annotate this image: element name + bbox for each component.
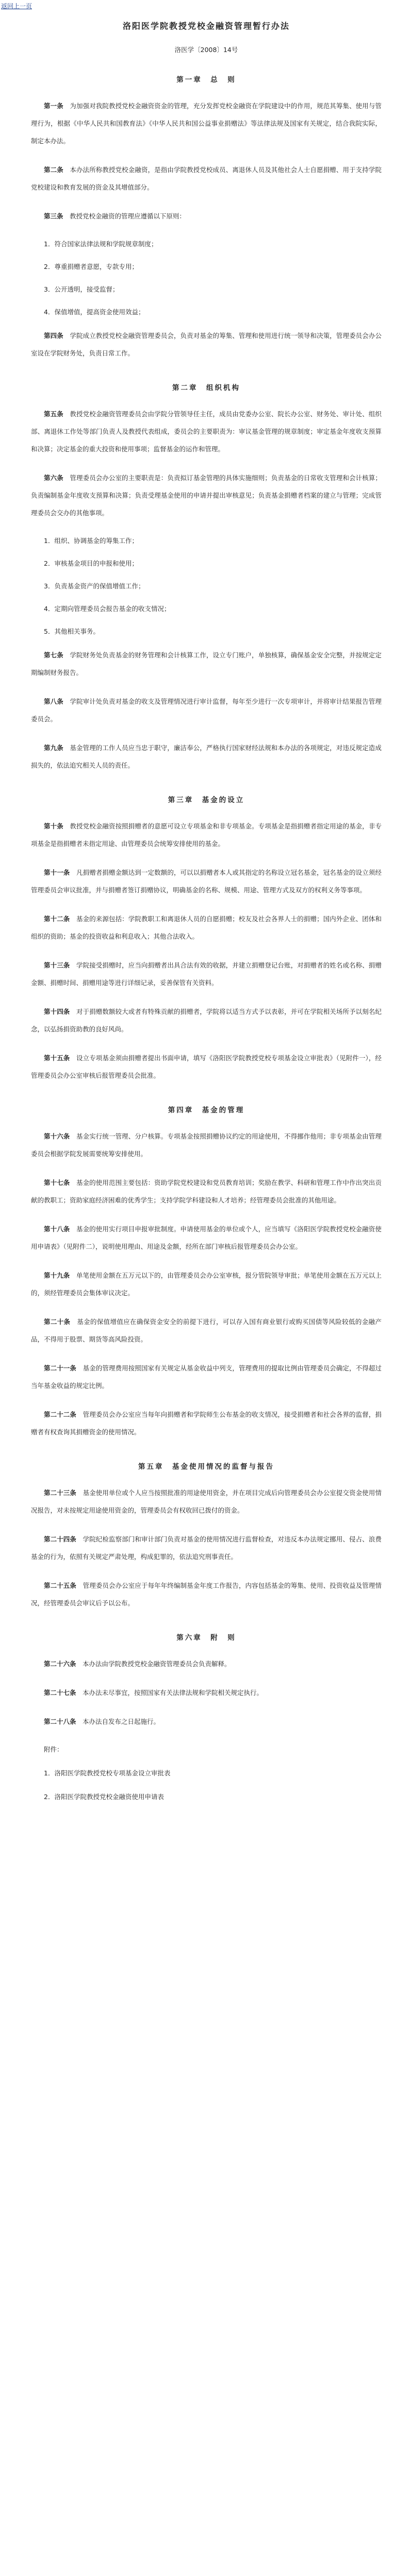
article-paragraph	[31, 647, 382, 682]
article-number: 第十一条	[44, 869, 70, 876]
article-text: 基金的使用实行项目申报审批制度。申请使用基金的单位或个人，应当填写《洛阳医学院教授党校金融资使用申请表》（见附件二），说明使用理由、用途及金额，经所在部门审核后报管理委员会办公室。	[31, 1225, 382, 1250]
article-text: 教授党校金融资的管理应遵循以下原则：	[70, 212, 186, 220]
article-paragraph	[31, 739, 382, 774]
article-paragraph	[31, 957, 382, 992]
chapter-heading: 第二章 组织机构	[172, 384, 240, 392]
top-bar	[0, 0, 412, 10]
article-text: 基金的保值增值应在确保资金安全的前提下进行，可以存入国有商业银行或购买国债等风险较低的金融产品，不得用于股票、期货等高风险投资。	[31, 1318, 382, 1343]
list-item: 2．审核基金项目的申报和使用；	[44, 560, 138, 567]
article-number: 第二十四条	[44, 1535, 76, 1543]
list-item: 3．负责基金资产的保值增值工作；	[44, 582, 145, 590]
article-number: 第五条	[44, 410, 63, 418]
article-number: 第三条	[44, 212, 63, 220]
article-paragraph	[31, 1484, 382, 1519]
article-text: 凡捐赠者捐赠金额达到一定数额的，可以以捐赠者本人或其指定的名称设立冠名基金，冠名基金的设立须经管理委员会审议批准，并与捐赠者签订捐赠协议，明确基金的名称、规模、用途、管理方式及双方的权利义务等事项。	[31, 869, 382, 894]
article-text: 学院审计处负责对基金的收支及管理情况进行审计监督，每年至少进行一次专项审计，并将审计结果报告管理委员会。	[31, 698, 382, 723]
article-number: 第十二条	[44, 915, 70, 923]
article-paragraph	[31, 1531, 382, 1566]
document-title: 洛阳医学院教授党校金融资管理暂行办法	[122, 21, 290, 31]
article-paragraph	[31, 1406, 382, 1441]
article-paragraph	[31, 469, 382, 522]
attachment-list	[31, 1742, 382, 1805]
article-text: 管理委员会办公室应当每年向捐赠者和学院师生公布基金的收支情况，接受捐赠者和社会各界的监督，捐赠者有权查询其捐赠资金的使用情况。	[31, 1411, 382, 1436]
article-text: 学院纪检监察部门和审计部门负责对基金的使用情况进行监督检查，对违反本办法规定挪用、侵占、浪费基金的行为，依照有关规定严肃处理，构成犯罪的，依法追究刑事责任。	[31, 1535, 382, 1561]
article-text: 学院接受捐赠时，应当向捐赠者出具合法有效的收据，并建立捐赠登记台账，对捐赠者的姓名或名称、捐赠金额、捐赠时间、捐赠用途等进行详细记录，妥善保管有关资料。	[31, 961, 382, 987]
article-number: 第十五条	[44, 1054, 70, 1062]
article-text: 教授党校金融资按照捐赠者的意愿可设立专项基金和非专项基金。专项基金是指捐赠者指定用途的基金，非专项基金是指捐赠者未指定用途、由管理委员会统筹安排使用的基金。	[31, 822, 382, 848]
article-number: 第十三条	[44, 961, 70, 969]
article-text: 基金管理的工作人员应当忠于职守，廉洁奉公，严格执行国家财经法规和本办法的各项规定，对违反规定造成损失的，依法追究相关人员的责任。	[31, 744, 382, 769]
article-text: 学院财务处负责基金的财务管理和会计核算工作，设立专门账户，单独核算，确保基金安全完整，并按规定定期编制财务报告。	[31, 651, 382, 676]
article-paragraph	[31, 1049, 382, 1084]
chapter-heading: 第四章 基金的管理	[168, 1106, 245, 1114]
article-paragraph	[31, 1360, 382, 1395]
article-paragraph	[31, 910, 382, 945]
article-text: 基金的来源包括：学院教职工和离退休人员的自愿捐赠；校友及社会各界人士的捐赠；国内外企业、团体和组织的资助；基金的投资收益和利息收入；其他合法收入。	[31, 915, 382, 940]
chapter-heading: 第一章 总 则	[176, 76, 236, 84]
list-item: 4．定期向管理委员会报告基金的收支情况；	[44, 605, 171, 613]
article-text: 基金使用单位或个人应当按照批准的用途使用资金，并在项目完成后向管理委员会办公室提交资金使用情况报告，对未按规定用途使用资金的，管理委员会有权收回已拨付的资金。	[31, 1489, 382, 1514]
article-paragraph	[31, 1684, 382, 1702]
article-paragraph	[31, 1577, 382, 1612]
chapter-heading: 第三章 基金的设立	[168, 796, 245, 804]
article-paragraph	[31, 864, 382, 899]
article-text: 为加强对我院教授党校金融资资金的管理，充分发挥党校金融资在学院建设中的作用，规范其筹集、使用与管理行为，根据《中华人民共和国教育法》《中华人民共和国公益事业捐赠法》等法律法规及国家有关规定，结合我院实际，制定本办法。	[31, 102, 382, 145]
article-number: 第十条	[44, 822, 63, 830]
article-text: 基金实行统一管理、分户核算。专项基金按照捐赠协议约定的用途使用，不得挪作他用；非专项基金由管理委员会根据学院发展需要统筹安排使用。	[31, 1132, 382, 1158]
document-number: 洛医学〔2008〕14号	[174, 46, 238, 54]
list-item: 3．公开透明，接受监督；	[44, 285, 119, 293]
article-paragraph	[31, 405, 382, 458]
article-text: 基金的使用范围主要包括：资助学院党校建设和党员教育培训；奖励在教学、科研和管理工作中作出突出贡献的教职工；资助家庭经济困难的优秀学生；支持学院学科建设和人才培养；经管理委员会批准的其他用途。	[31, 1179, 382, 1204]
article-number: 第六条	[44, 474, 63, 482]
article-number: 第二十二条	[44, 1411, 76, 1418]
article-number: 第十六条	[44, 1132, 70, 1140]
article-number: 第二条	[44, 166, 63, 174]
article-number: 第二十一条	[44, 1364, 76, 1372]
article-number: 第二十条	[44, 1318, 71, 1326]
article-paragraph	[31, 208, 382, 225]
article-paragraph	[31, 1003, 382, 1038]
article-text: 教授党校金融资管理委员会由学院分管领导任主任，成员由党委办公室、院长办公室、财务处、审计处、组织部、离退休工作处等部门负责人及教授代表组成，委员会的主要职责为：审议基金管理的规章制度；审定基金年度收支预算和决算；决定基金的重大投资和使用事项；监督基金的运作和管理。	[31, 410, 382, 453]
article-number: 第七条	[44, 651, 63, 659]
article-text: 对于捐赠数额较大或者有特殊贡献的捐赠者，学院将以适当方式予以表彰，并可在学院相关场所予以刻名纪念，以弘扬捐资助教的良好风尚。	[31, 1008, 382, 1033]
article-number: 第一条	[44, 102, 63, 110]
article-number: 第二十五条	[44, 1582, 76, 1589]
chapter-heading: 第六章 附 则	[176, 1634, 236, 1642]
article-number: 第二十八条	[44, 1718, 76, 1725]
article-text: 基金的管理费用按照国家有关规定从基金收益中列支，管理费用的提取比例由管理委员会确定，不得超过当年基金收益的规定比例。	[31, 1364, 382, 1389]
article-number: 第十七条	[44, 1179, 70, 1187]
article-paragraph	[31, 693, 382, 728]
article-number: 第十八条	[44, 1225, 70, 1233]
article-paragraph	[31, 1221, 382, 1256]
list-item: 1．组织、协调基金的筹集工作；	[44, 537, 138, 545]
article-text: 单笔使用金额在五万元以下的，由管理委员会办公室审核，报分管院领导审批；单笔使用金额在五万元以上的，须经管理委员会集体审议决定。	[31, 1272, 382, 1297]
list-item: 1．符合国家法律法规和学院规章制度；	[44, 240, 158, 248]
article-paragraph	[31, 1174, 382, 1209]
article-paragraph	[31, 1128, 382, 1163]
attachment-item: 2．洛阳医学院教授党校金融资使用申请表	[44, 1793, 164, 1801]
article-number: 第八条	[44, 698, 63, 705]
chapter-heading: 第五章 基金使用情况的监督与报告	[138, 1463, 274, 1471]
article-number: 第十九条	[44, 1272, 70, 1279]
article-paragraph	[31, 1267, 382, 1302]
article-paragraph	[31, 1713, 382, 1731]
article-paragraph	[31, 818, 382, 853]
article-paragraph	[31, 327, 382, 362]
article-text: 本办法未尽事宜，按照国家有关法律法规和学院相关规定执行。	[83, 1689, 263, 1697]
article-text: 管理委员会办公室的主要职责是：负责拟订基金管理的具体实施细则；负责基金的日常收支管理和会计核算；负责编制基金年度收支预算和决算；负责受理基金使用的申请并提出审核意见；负责基金捐赠者档案的建立与管理；完成管理委员会交办的其他事项。	[31, 474, 382, 517]
list-item: 5．其他相关事务。	[44, 628, 100, 635]
article-number: 第二十七条	[44, 1689, 76, 1697]
article-number: 第二十六条	[44, 1660, 76, 1668]
article-number: 第二十三条	[44, 1489, 76, 1497]
article-number: 第九条	[44, 744, 63, 752]
list-item: 2．尊重捐赠者意愿，专款专用；	[44, 263, 138, 270]
article-text: 本办法由学院教授党校金融资管理委员会负责解释。	[83, 1660, 231, 1668]
attachments-heading: 附件：	[44, 1745, 63, 1753]
list-item: 4．保值增值，提高资金使用效益；	[44, 308, 145, 316]
article-paragraph	[31, 1655, 382, 1673]
article-text: 本办法所称教授党校金融资，是指由学院教授党校成员、离退休人员及其他社会人士自愿捐赠、用于支持学院党校建设和教育发展的资金及其增值部分。	[31, 166, 382, 191]
attachment-item: 1．洛阳医学院教授党校专项基金设立审批表	[44, 1769, 171, 1777]
document-body	[31, 20, 382, 1813]
article-text: 学院成立教授党校金融资管理委员会，负责对基金的筹集、管理和使用进行统一领导和决策，管理委员会办公室设在学院财务处，负责日常工作。	[31, 332, 382, 357]
article-text: 本办法自发布之日起施行。	[83, 1718, 160, 1725]
article-paragraph	[31, 1313, 382, 1348]
chapters	[31, 74, 382, 1731]
article-number: 第十四条	[44, 1008, 70, 1015]
article-text: 管理委员会办公室应于每年年终编制基金年度工作报告，内容包括基金的筹集、使用、投资收益及管理情况，经管理委员会审议后予以公布。	[31, 1582, 382, 1607]
article-text: 设立专项基金须由捐赠者提出书面申请，填写《洛阳医学院教授党校专项基金设立审批表》（见附件一），经管理委员会办公室审核后报管理委员会批准。	[31, 1054, 382, 1079]
article-paragraph	[31, 97, 382, 150]
article-paragraph	[31, 161, 382, 196]
article-number: 第四条	[44, 332, 63, 340]
back-link[interactable]: 返回上一页	[1, 3, 32, 10]
